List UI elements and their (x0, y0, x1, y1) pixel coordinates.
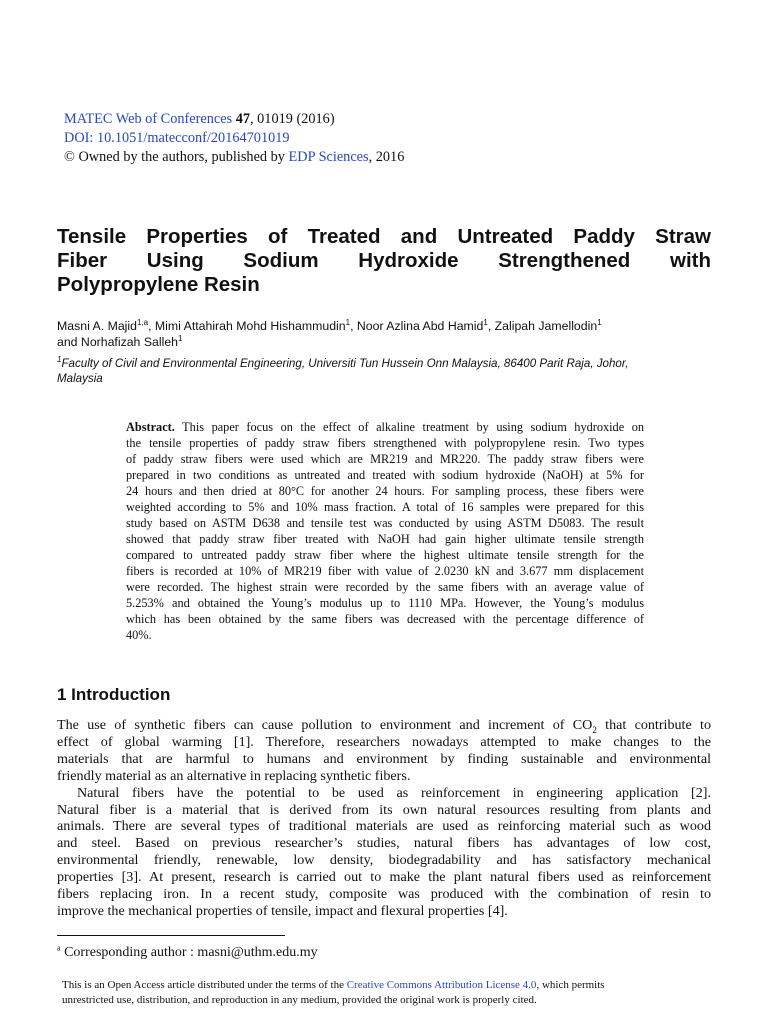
abstract-line: of paddy straw fibers were used which are MR219 and MR220. The paddy straw fibers were (126, 452, 644, 466)
body-text (57, 717, 711, 920)
abstract-line: compared to untreated paddy straw fiber where the highest ultimate tensile strength for the (126, 548, 644, 562)
author-affiliation-mark: 1,a (136, 317, 149, 327)
author-name: , Zalipah Jamellodin (487, 319, 598, 333)
paper-title (57, 225, 711, 297)
author-name: , Noor Azlina Abd Hamid (350, 319, 484, 333)
abstract-line: 24 hours and then dried at 80°C for another 24 hours. For sampling process, these fibers were (126, 484, 644, 498)
abstract-line: study based on ASTM D638 and tensile test was conducted by using ASTM D5083. The result (126, 516, 644, 530)
abstract-line: were recorded. The highest strain were recorded by the same fibers with an average value of (126, 580, 644, 594)
body-text-segment: The use of synthetic fibers can cause pollution to environment and increment of CO (57, 717, 593, 733)
abstract-line (126, 419, 644, 435)
abstract-line: 40%. (126, 628, 152, 642)
author-name: and Norhafizah Salleh (57, 335, 178, 349)
author-affiliation-mark: 1 (597, 317, 602, 327)
abstract-line: the tensile properties of paddy straw fibers strengthened with polypropylene resin. Two types (126, 436, 644, 450)
doi-link[interactable]: DOI: 10.1051/matecconf/20164701019 (64, 130, 290, 146)
copyright-text: Owned by the authors, published by (74, 149, 289, 165)
copyright-line (64, 148, 404, 167)
abstract-text: This paper focus on the effect of alkaline treatment by using sodium hydroxide on (174, 420, 644, 434)
license-text: This is an Open Access article distributed under the terms of the (62, 979, 347, 991)
abstract-line: 5.253% and obtained the Young’s modulus up to 1110 MPa. However, the Young’s modulus (126, 596, 644, 610)
publisher-year: , 2016 (368, 149, 405, 165)
abstract-line: weighted according to 5% and 10% mass fraction. A total of 16 samples were prepared for this (126, 500, 644, 514)
affiliation-line (57, 356, 711, 371)
license-link[interactable]: Creative Commons Attribution License 4.0 (346, 979, 537, 991)
body-line: friendly material as an alternative in replacing synthetic fibers. (57, 767, 411, 784)
section-heading: 1 Introduction (57, 685, 171, 704)
title-line: Tensile Properties of Treated and Untreated Paddy Straw (57, 225, 711, 248)
body-text-segment: that contribute to (596, 717, 711, 733)
affiliation-mark: 1 (57, 355, 62, 365)
author-name: Masni A. Majid (57, 319, 137, 333)
copyright-icon: © (64, 149, 75, 165)
author-line (57, 318, 717, 334)
author-name: , Mimi Attahirah Mohd Hishammudin (148, 319, 346, 333)
title-line: Fiber Using Sodium Hydroxide Strengthened with (57, 249, 711, 272)
title-line: Polypropylene Resin (57, 273, 260, 296)
journal-name[interactable]: MATEC Web of Conferences (64, 111, 233, 127)
license-notice (62, 978, 712, 1008)
footnote-text: Corresponding author : masni@uthm.edu.my (60, 945, 318, 960)
body-line: and steel. Based on previous researcher’s studies, natural fibers has advantages of low cost, (57, 835, 711, 852)
body-line: effect of global warming [1]. Therefore, researchers nowadays attempted to make changes to the (57, 733, 711, 750)
affiliation-line: Malaysia (57, 372, 103, 385)
license-line: unrestricted use, distribution, and reproduction in any medium, provided the original work is properly cited. (62, 994, 537, 1006)
body-line: properties [3]. At present, research is carried out to make the plant natural fibers used as reinforcement (57, 869, 711, 886)
author-line (57, 334, 717, 350)
author-affiliation-mark: 1 (483, 317, 488, 327)
abstract (126, 419, 644, 643)
journal-header (64, 110, 404, 167)
footnote-divider (57, 935, 285, 936)
license-text: , which permits (536, 979, 605, 991)
author-affiliation-mark: 1 (178, 333, 183, 343)
body-line (57, 717, 711, 734)
journal-volume: 47 (235, 111, 250, 127)
footnote-mark: a (57, 943, 61, 953)
article-number-year: , 01019 (2016) (250, 111, 335, 127)
body-line: environmental friendly, renewable, low density, biodegradability and has satisfactory mechanical (57, 852, 711, 869)
body-line: materials that are harmful to humans and environment by finding sustainable and environmental (57, 750, 711, 767)
publisher-link[interactable]: EDP Sciences (288, 149, 369, 165)
affiliation (57, 356, 711, 386)
body-line: fibers replacing iron. In a recent study, composite was produced with the combination of resin to (57, 886, 711, 903)
abstract-line: which has been obtained by the same fibers was decreased with the percentage difference of (126, 612, 644, 626)
body-line: animals. There are several types of traditional materials are used as reinforcing material such as wood (57, 818, 711, 835)
abstract-line: prepared in two conditions as untreated and treated with sodium hydroxide (NaOH) at 5% for (126, 468, 644, 482)
body-line: Natural fiber is a material that is derived from its own natural resources resulting from plants and (57, 801, 711, 818)
subscript: 2 (592, 724, 597, 735)
journal-citation (64, 110, 404, 129)
body-line: Natural fibers have the potential to be used as reinforcement in engineering application [2]. (77, 784, 711, 801)
body-line: improve the mechanical properties of tensile, impact and flexural properties [4]. (57, 902, 508, 919)
abstract-line: showed that paddy straw fiber treated with NaOH had gain higher ultimate tensile strength (126, 532, 644, 546)
author-list (57, 318, 717, 350)
affiliation-text: Faculty of Civil and Environmental Engineering, Universiti Tun Hussein Onn Malaysia, 86400 Parit Raja, Johor, (61, 357, 629, 370)
footnote (57, 944, 318, 962)
license-line (62, 978, 712, 993)
author-affiliation-mark: 1 (345, 317, 351, 327)
abstract-line: fibers is recorded at 10% of MR219 fiber with value of 2.0230 kN and 3.677 mm displacement (126, 564, 644, 578)
abstract-label: Abstract. (126, 420, 175, 434)
